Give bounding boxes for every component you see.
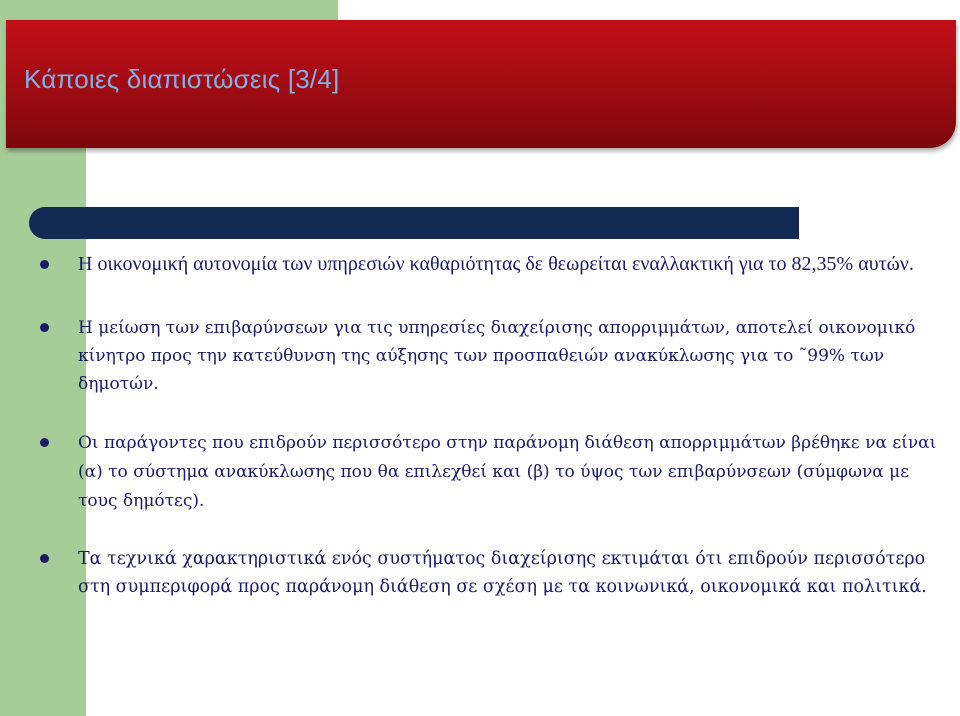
- bullet-dot-icon: [40, 323, 49, 332]
- bullet-text: Τα τεχνικά χαρακτηριστικά ενός συστήματος διαχείρισης εκτιμάται ότι επιδρούν περισσότερο στη συμπεριφορά προς παράνομη διάθεση σε σχέση με τα κοινωνικά, οικονομικά και πολιτικά.: [78, 549, 927, 597]
- bullet-item: [40, 250, 945, 278]
- bullet-text: Η οικονομική αυτονομία των υπηρεσιών καθαριότητας δε θεωρείται εναλλακτική για το 82,35% αυτών.: [78, 253, 914, 275]
- bullet-item: [40, 429, 945, 516]
- divider-bar: [29, 207, 799, 239]
- bullet-text: Οι παράγοντες που επιδρούν περισσότερο στην παράνομη διάθεση απορριμμάτων βρέθηκε να είναι (α) το σύστημα ανακύκλωσης που θα επιλεχθεί και (β) το ύψος των επιβαρύνσεων (σύμφωνα με τους δημότες).: [78, 433, 937, 511]
- title-bar: [6, 20, 956, 148]
- bullet-text: Η μείωση των επιβαρύνσεων για τις υπηρεσίες διαχείρισης απορριμμάτων, αποτελεί οικονομικό κίνητρο προς την κατεύθυνση της αύξησης των προσπαθειών ανακύκλωσης για το ˜99% των δημοτών.: [78, 318, 916, 394]
- slide-title: Κάποιες διαπιστώσεις [3/4]: [24, 64, 340, 94]
- bullet-dot-icon: [40, 554, 49, 563]
- top-decorative-strip: [86, 0, 338, 22]
- bullet-item: [40, 314, 945, 398]
- bullet-dot-icon: [40, 260, 49, 269]
- bullet-item: [40, 545, 945, 601]
- bullet-list: [40, 250, 945, 601]
- bullet-dot-icon: [40, 438, 49, 447]
